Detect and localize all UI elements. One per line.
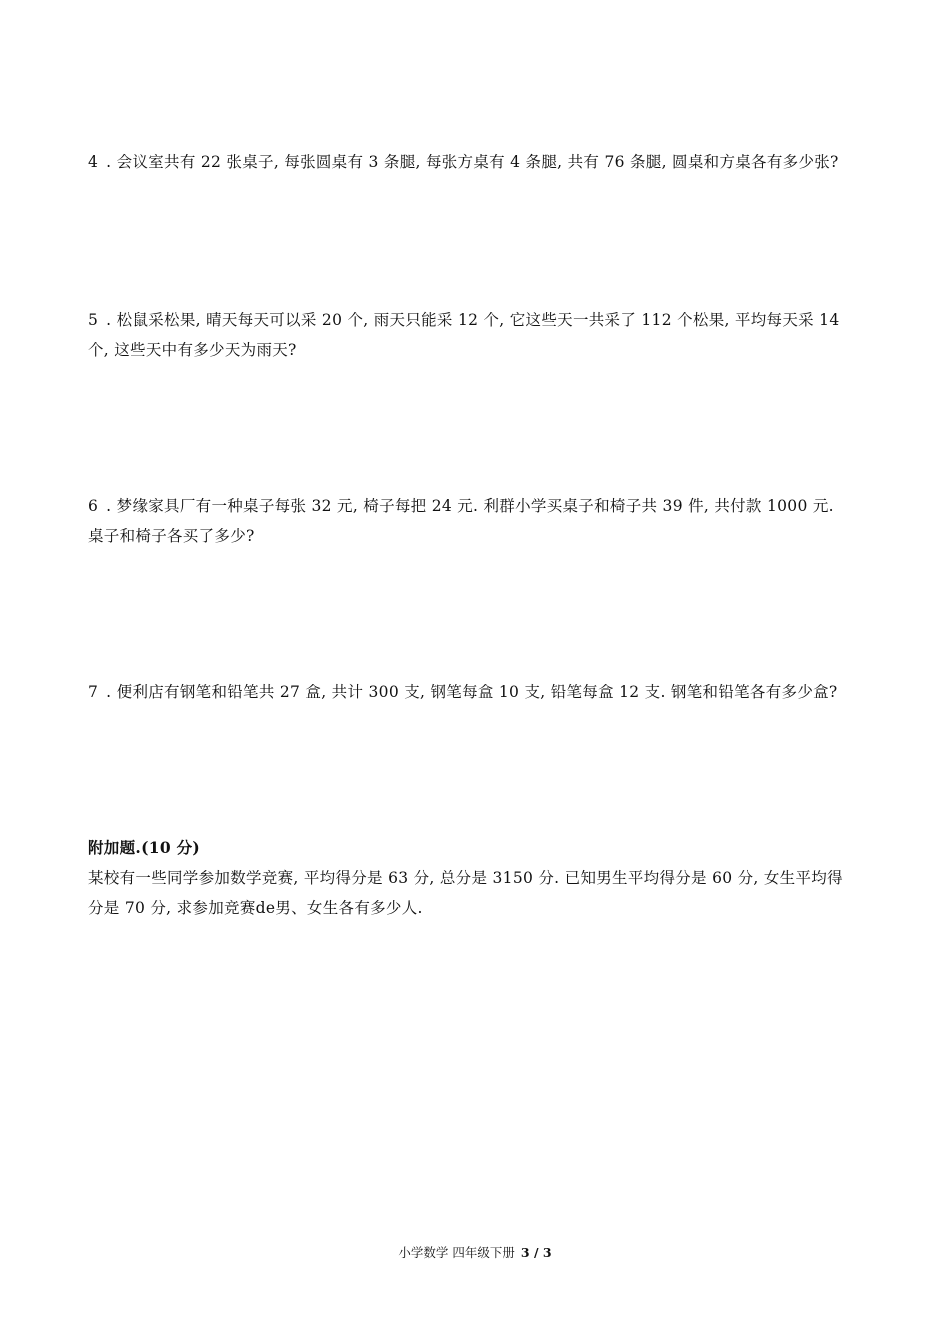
- bonus-text: 某校有一些同学参加数学竞赛, 平均得分是 63 分, 总分是 3150 分. 已知男生平均得分是 60 分, 女生平均得分是 70 分, 求参加竞赛de男、女生各有多少人.: [88, 869, 843, 917]
- bonus-title: 附加题.(10 分): [88, 838, 201, 857]
- problem-text: 梦缘家具厂有一种桌子每张 32 元, 椅子每把 24 元. 利群小学买桌子和椅子共 39 件, 共付款 1000 元. 桌子和椅子各买了多少?: [88, 497, 834, 545]
- page-number: 3 / 3: [520, 1245, 552, 1260]
- problem-6: 6 . 梦缘家具厂有一种桌子每张 32 元, 椅子每把 24 元. 利群小学买桌子和椅子共 39 件, 共付款 1000 元. 桌子和椅子各买了多少?: [88, 497, 834, 545]
- problem-4: 4 . 会议室共有 22 张桌子, 每张圆桌有 3 条腿, 每张方桌有 4 条腿, 共有 76 条腿, 圆桌和方桌各有多少张?: [88, 153, 839, 171]
- problem-number: 6: [88, 497, 99, 515]
- page-footer: [0, 1245, 950, 1261]
- problem-text: 松鼠采松果, 晴天每天可以采 20 个, 雨天只能采 12 个, 它这些天一共采了 112 个松果, 平均每天采 14 个, 这些天中有多少天为雨天?: [88, 311, 840, 359]
- problem-5: 5 . 松鼠采松果, 晴天每天可以采 20 个, 雨天只能采 12 个, 它这些天一共采了 112 个松果, 平均每天采 14 个, 这些天中有多少天为雨天?: [88, 311, 840, 359]
- problem-number: 4: [88, 153, 99, 171]
- problem-text: 便利店有钢笔和铅笔共 27 盒, 共计 300 支, 钢笔每盒 10 支, 铅笔每盒 12 支. 钢笔和铅笔各有多少盒?: [116, 683, 838, 701]
- problem-text: 会议室共有 22 张桌子, 每张圆桌有 3 条腿, 每张方桌有 4 条腿, 共有 76 条腿, 圆桌和方桌各有多少张?: [116, 153, 839, 171]
- problem-number: 5: [88, 311, 99, 329]
- footer-label: 小学数学 四年级下册: [398, 1245, 515, 1260]
- bonus-section: [88, 833, 848, 923]
- problem-7: 7 . 便利店有钢笔和铅笔共 27 盒, 共计 300 支, 钢笔每盒 10 支, 铅笔每盒 12 支. 钢笔和铅笔各有多少盒?: [88, 683, 838, 701]
- problem-number: 7: [88, 683, 99, 701]
